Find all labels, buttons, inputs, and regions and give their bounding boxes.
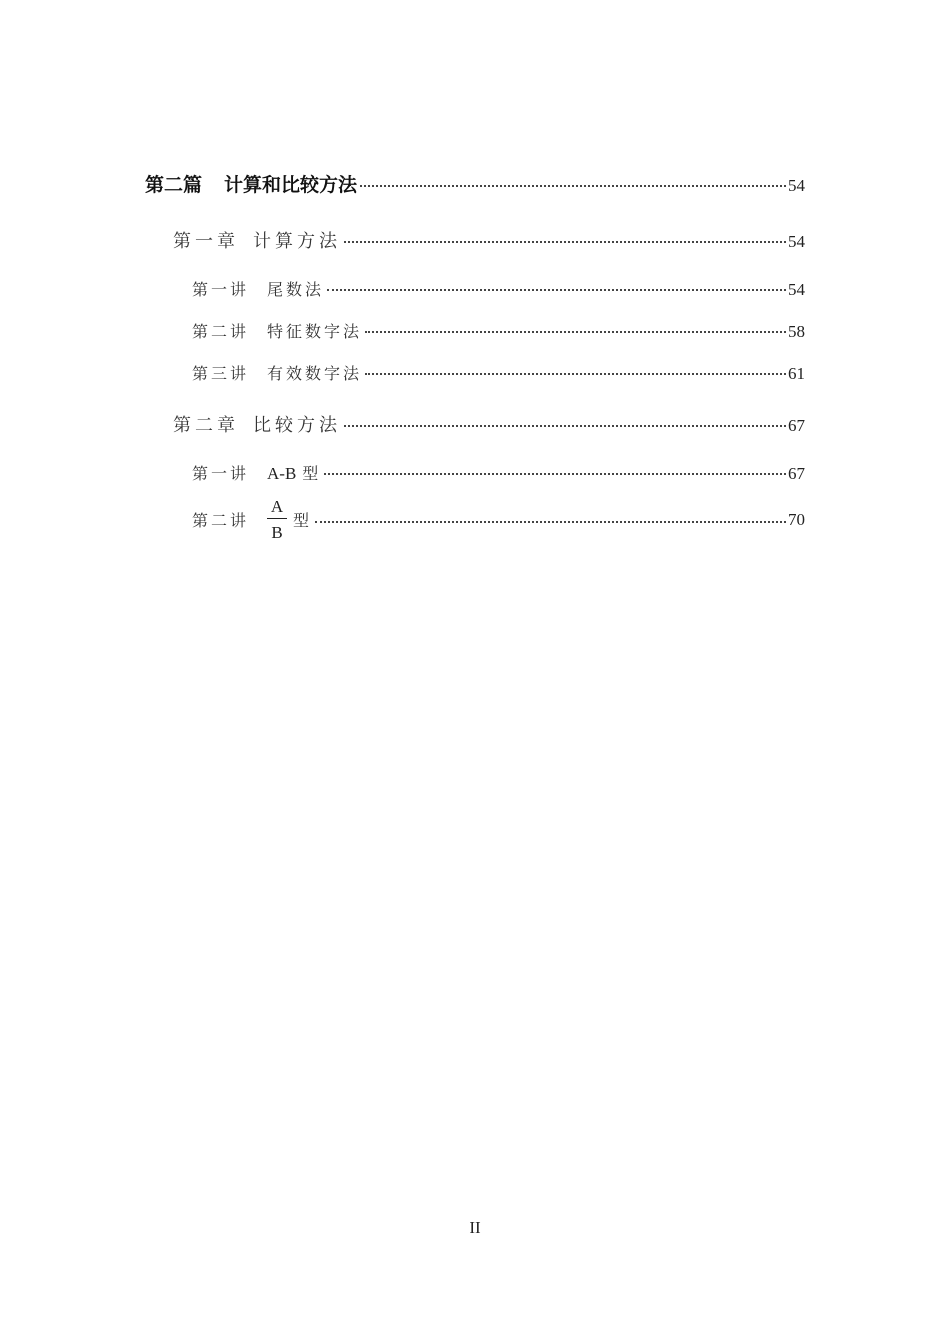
lecture-page-number: 58 — [788, 322, 805, 341]
dot-leader — [360, 185, 786, 187]
part-title: 计算和比较方法 — [224, 174, 358, 196]
lecture-prefix: 第二讲 — [192, 322, 250, 341]
chapter-prefix: 第二章 — [173, 415, 239, 436]
toc-lecture-entry[interactable] — [192, 277, 805, 300]
toc-lecture-entry[interactable] — [192, 498, 805, 541]
footer-page-number: II — [469, 1218, 481, 1237]
toc-lecture-entry[interactable] — [192, 361, 805, 384]
lecture-title-latin: A-B — [267, 464, 297, 483]
chapter-title: 比较方法 — [253, 415, 341, 436]
lecture-page-number: 54 — [788, 280, 805, 299]
toc-chapter-entry[interactable] — [173, 411, 805, 437]
lecture-prefix: 第三讲 — [192, 364, 250, 383]
toc-lecture-entry[interactable] — [192, 319, 805, 342]
fraction-numerator: A — [270, 497, 284, 516]
dot-leader — [365, 331, 786, 333]
lecture-title: 尾数法 — [267, 280, 325, 299]
toc-lecture-entry[interactable] — [192, 461, 805, 484]
lecture-page-number: 61 — [788, 364, 805, 383]
chapter-title: 计算方法 — [253, 231, 341, 252]
part-prefix: 第二篇 — [145, 174, 203, 196]
toc-part-entry[interactable] — [145, 170, 805, 197]
lecture-title-suffix: 型 — [293, 511, 313, 530]
chapter-page-number: 67 — [788, 416, 805, 435]
dot-leader — [324, 473, 786, 475]
chapter-prefix: 第一章 — [173, 231, 239, 252]
part-page-number: 54 — [788, 176, 805, 195]
lecture-prefix: 第二讲 — [192, 511, 250, 530]
fraction-denominator: B — [271, 523, 283, 542]
lecture-page-number: 70 — [788, 509, 805, 529]
lecture-title: 特征数字法 — [267, 322, 363, 341]
dot-leader — [327, 289, 786, 291]
lecture-prefix: 第一讲 — [192, 280, 250, 299]
fraction-a-over-b — [267, 498, 287, 541]
lecture-prefix: 第一讲 — [192, 464, 250, 483]
dot-leader — [315, 521, 786, 523]
chapter-page-number: 54 — [788, 232, 805, 251]
dot-leader — [344, 241, 786, 243]
lecture-title-suffix: 型 — [302, 464, 322, 483]
lecture-title: 有效数字法 — [267, 364, 363, 383]
toc-chapter-entry[interactable] — [173, 227, 805, 253]
lecture-page-number: 67 — [788, 464, 805, 483]
dot-leader — [365, 373, 786, 375]
dot-leader — [344, 425, 786, 427]
